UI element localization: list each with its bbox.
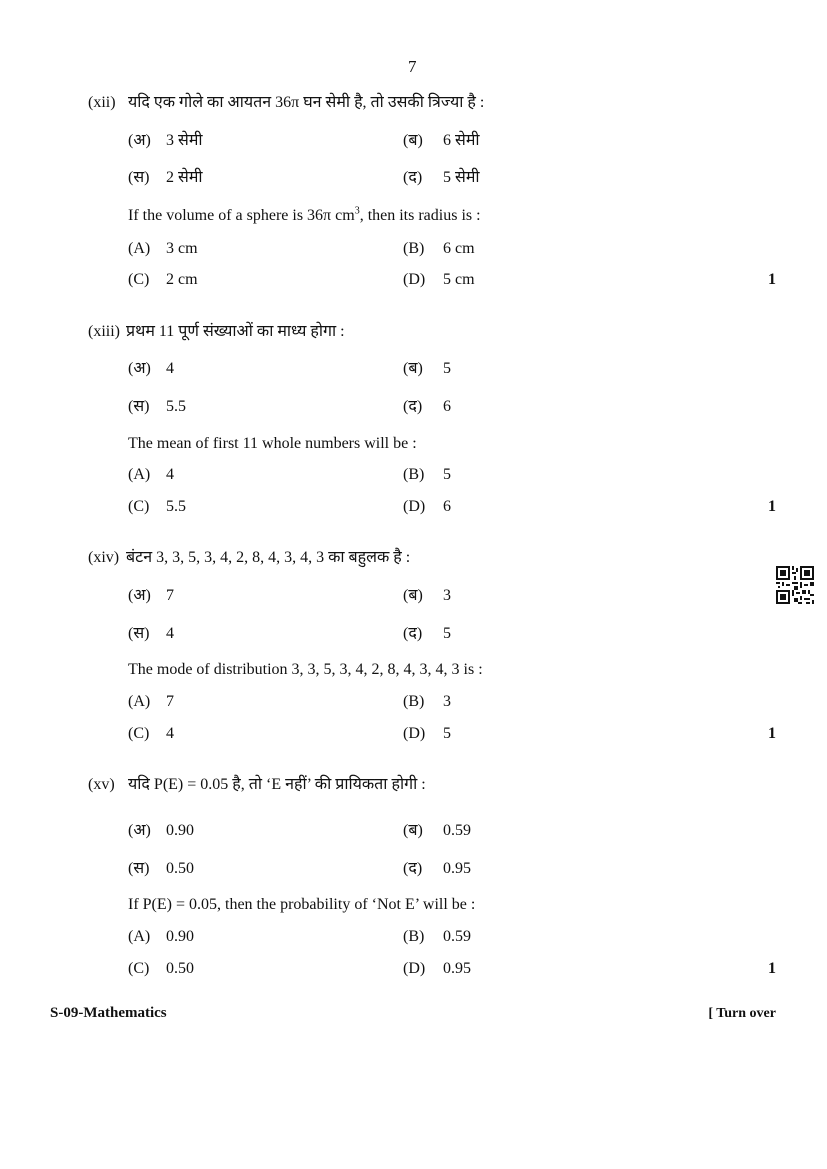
option-label: (A)	[128, 928, 151, 945]
option-value: 5.5	[166, 398, 186, 415]
option-label: (ब)	[403, 132, 423, 149]
option-label: (A)	[128, 240, 151, 257]
option-value: 0.50	[166, 960, 194, 977]
option-label: (द)	[403, 860, 423, 877]
option-label: (B)	[403, 693, 425, 710]
option-label: (द)	[403, 169, 423, 186]
option-value: 3	[443, 693, 451, 710]
option-value: 2 cm	[166, 271, 198, 288]
option-value: 0.95	[443, 960, 471, 977]
option-value: 3 सेमी	[166, 132, 203, 149]
option-label: (D)	[403, 725, 426, 742]
option-value: 5.5	[166, 498, 186, 515]
option-value: 4	[166, 466, 174, 483]
option-label: (अ)	[128, 360, 151, 377]
turn-over-label: [ Turn over	[708, 1006, 776, 1021]
marks: 1	[768, 498, 776, 515]
option-value: 5	[443, 466, 451, 483]
option-value: 0.59	[443, 928, 471, 945]
option-value: 5	[443, 725, 451, 742]
option-label: (स)	[128, 398, 150, 415]
option-value: 2 सेमी	[166, 169, 203, 186]
question-number: (xv)	[88, 776, 115, 793]
option-label: (स)	[128, 625, 150, 642]
question-number: (xiv)	[88, 549, 120, 566]
option-value: 6	[443, 498, 451, 515]
option-label: (B)	[403, 240, 425, 257]
question-english-text: The mode of distribution 3, 3, 5, 3, 4, 2, 8, 4, 3, 4, 3 is :	[128, 661, 483, 678]
option-value: 3 cm	[166, 240, 198, 257]
option-label: (अ)	[128, 132, 151, 149]
option-value: 6 सेमी	[443, 132, 480, 149]
option-label: (C)	[128, 498, 150, 515]
option-label: (द)	[403, 625, 423, 642]
option-label: (C)	[128, 725, 150, 742]
option-value: 4	[166, 725, 174, 742]
option-label: (A)	[128, 466, 151, 483]
question-number: (xii)	[88, 94, 116, 111]
option-value: 5 सेमी	[443, 169, 480, 186]
option-label: (D)	[403, 960, 426, 977]
question-hindi-text: प्रथम 11 पूर्ण संख्याओं का माध्य होगा :	[126, 323, 345, 340]
option-label: (ब)	[403, 360, 423, 377]
option-value: 7	[166, 587, 174, 604]
subject-code: S-09-Mathematics	[50, 1005, 167, 1021]
option-value: 4	[166, 625, 174, 642]
option-value: 0.50	[166, 860, 194, 877]
question-hindi-text: बंटन 3, 3, 5, 3, 4, 2, 8, 4, 3, 4, 3 का बहुलक है :	[126, 549, 411, 566]
option-label: (स)	[128, 860, 150, 877]
marks: 1	[768, 960, 776, 977]
marks: 1	[768, 271, 776, 288]
option-label: (अ)	[128, 587, 151, 604]
marks: 1	[768, 725, 776, 742]
question-hindi-text: यदि P(E) = 0.05 है, तो ‘E नहीं’ की प्रायिकता होगी :	[128, 776, 426, 793]
option-label: (B)	[403, 928, 425, 945]
option-value: 5 cm	[443, 271, 475, 288]
option-label: (D)	[403, 498, 426, 515]
option-label: (अ)	[128, 822, 151, 839]
option-label: (स)	[128, 169, 150, 186]
option-value: 5	[443, 360, 451, 377]
option-value: 0.95	[443, 860, 471, 877]
option-value: 0.90	[166, 822, 194, 839]
question-hindi-text: यदि एक गोले का आयतन 36π घन सेमी है, तो उसकी त्रिज्या है :	[128, 94, 485, 111]
option-label: (ब)	[403, 587, 423, 604]
option-label: (द)	[403, 398, 423, 415]
option-value: 3	[443, 587, 451, 604]
page-number: 7	[408, 57, 417, 76]
qr-code-icon	[776, 566, 814, 604]
option-label: (C)	[128, 960, 150, 977]
option-label: (ब)	[403, 822, 423, 839]
option-value: 6 cm	[443, 240, 475, 257]
option-label: (C)	[128, 271, 150, 288]
question-english-text: The mean of first 11 whole numbers will be :	[128, 435, 417, 452]
option-label: (D)	[403, 271, 426, 288]
question-english-text: If the volume of a sphere is 36π $cm^3$, then its radius is :	[128, 205, 481, 224]
option-value: 5	[443, 625, 451, 642]
option-value: 0.90	[166, 928, 194, 945]
question-english-text: If P(E) = 0.05, then the probability of ‘Not E’ will be :	[128, 896, 476, 913]
option-value: 0.59	[443, 822, 471, 839]
option-label: (A)	[128, 693, 151, 710]
question-number: (xiii)	[88, 323, 120, 340]
option-label: (B)	[403, 466, 425, 483]
option-value: 7	[166, 693, 174, 710]
option-value: 4	[166, 360, 174, 377]
option-value: 6	[443, 398, 451, 415]
